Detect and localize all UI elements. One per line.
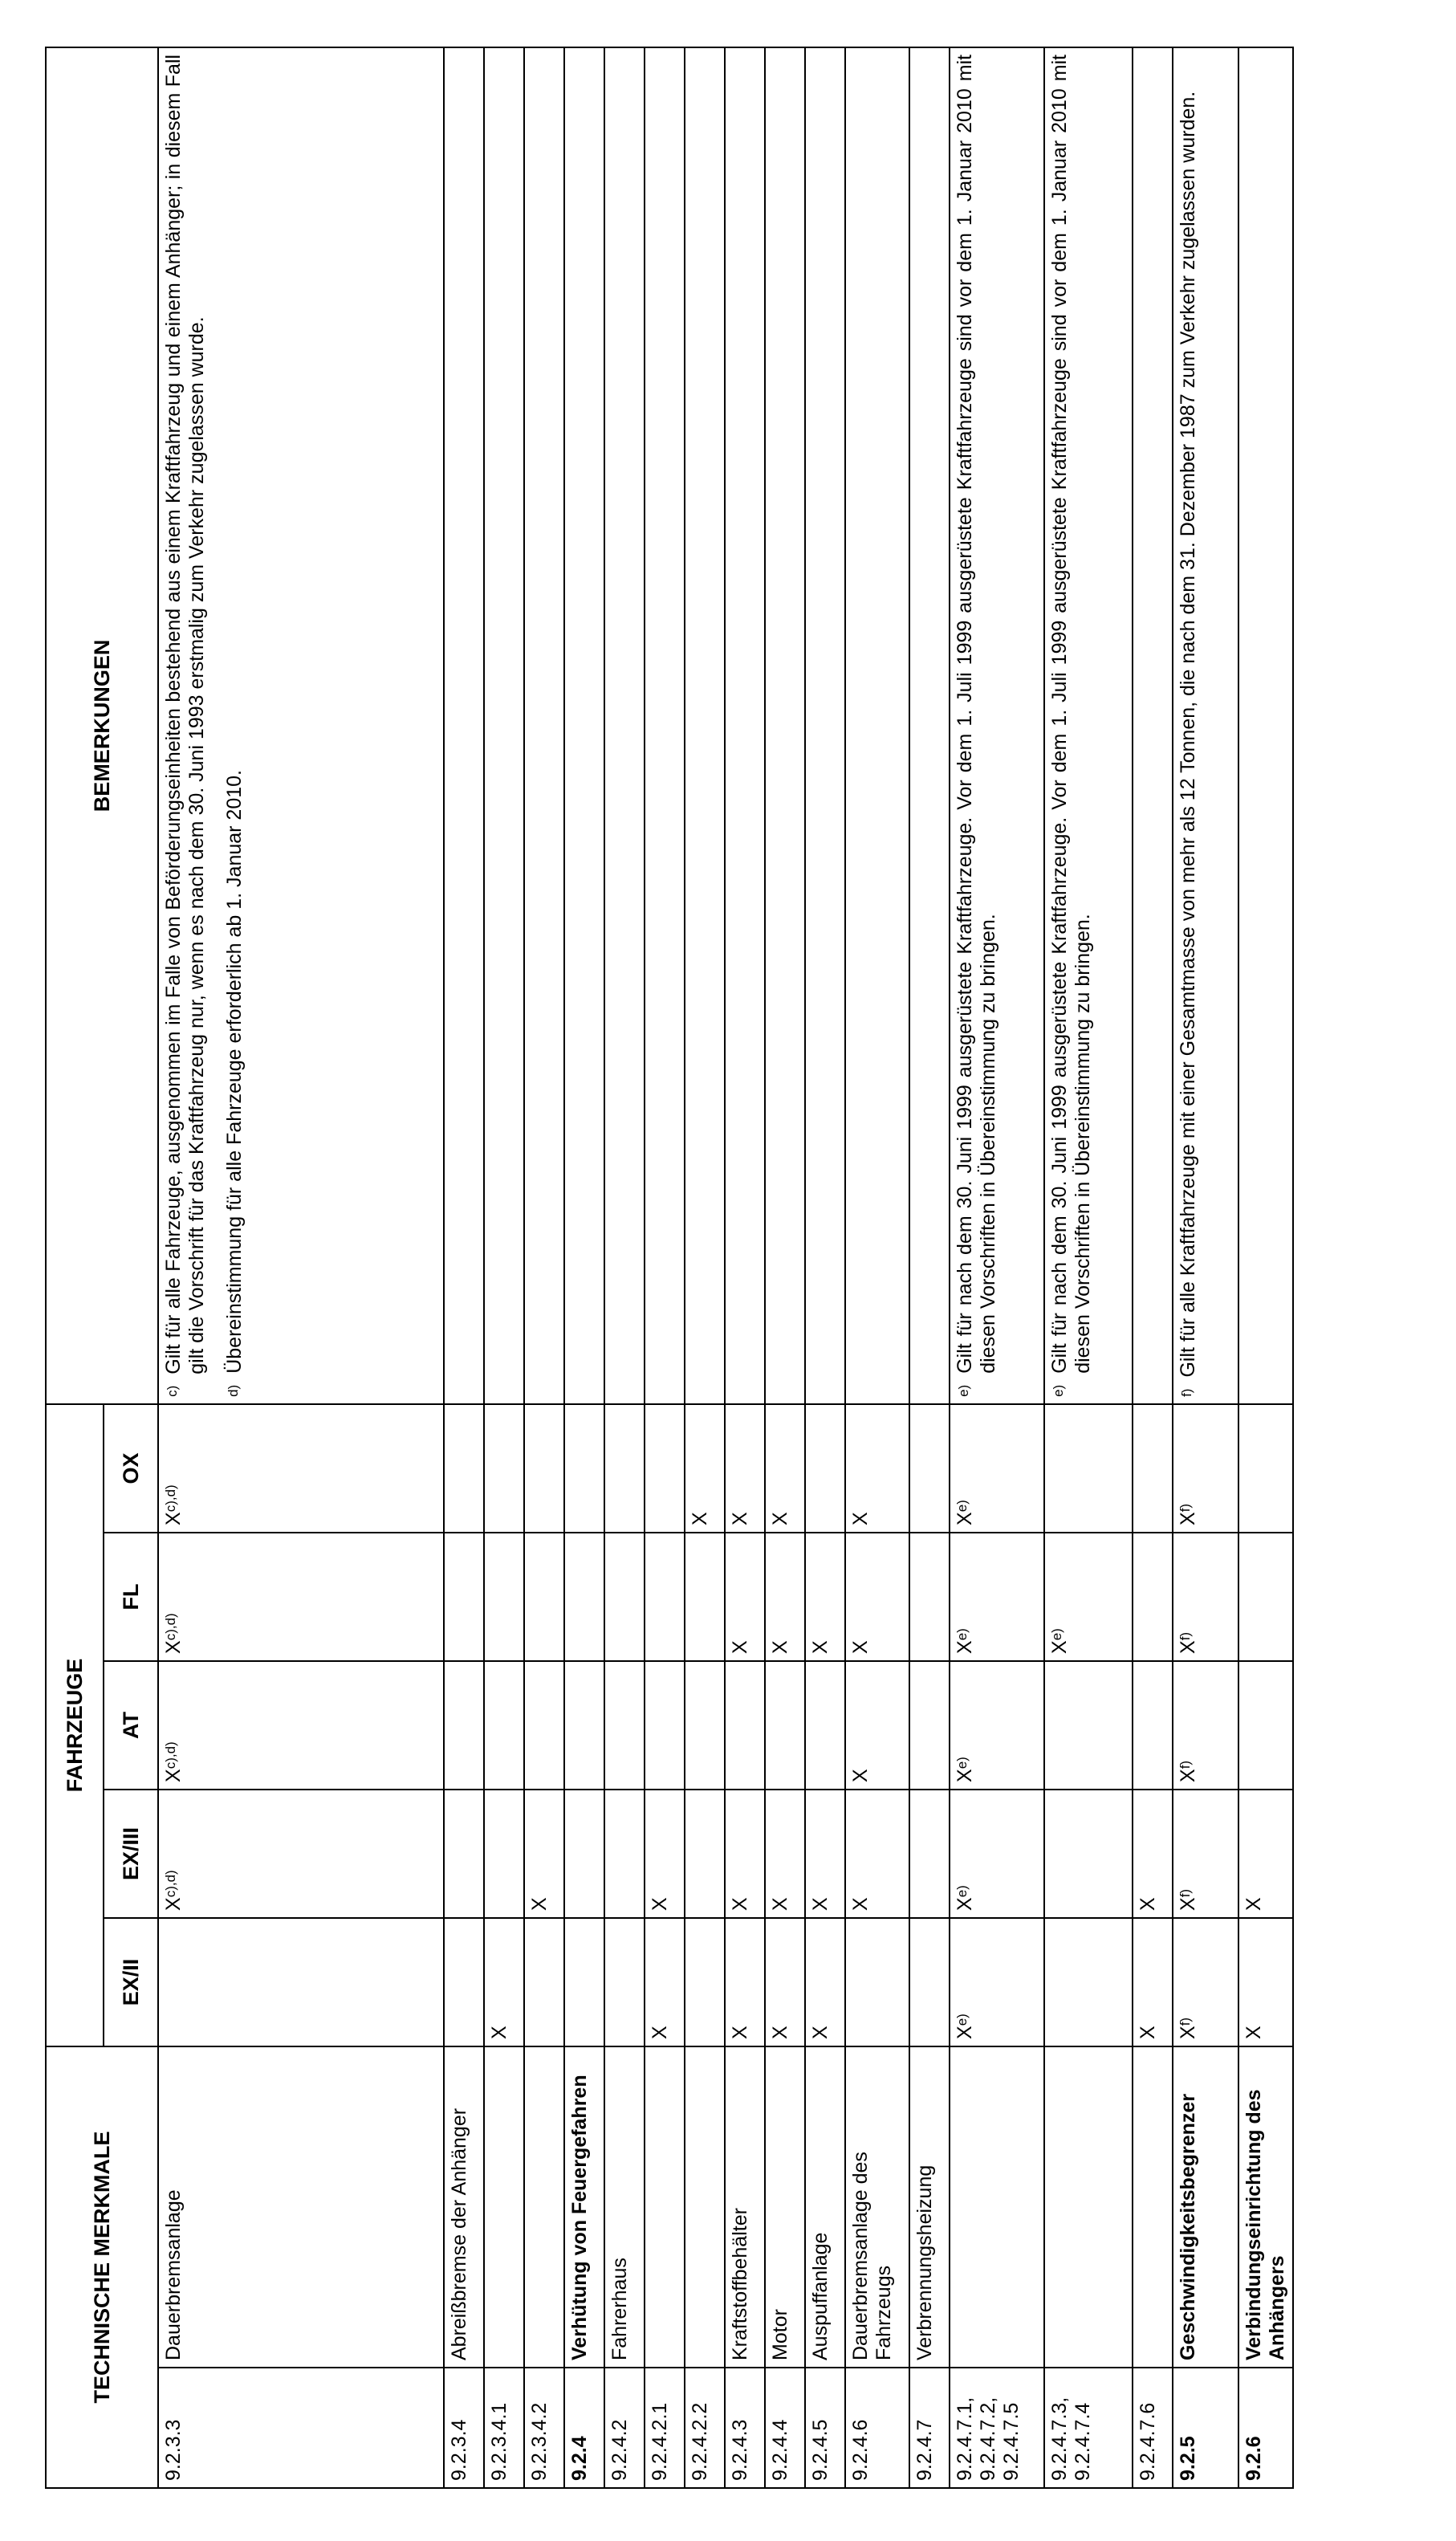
cell-ex2 xyxy=(1133,1918,1173,2046)
footnote-text: Gilt für alle Kraftfahrzeuge mit einer Gesamtmasse von mehr als 12 Tonnen, die nach dem 31. Dezember 1987 zum Verkehr zugelassen wurden. xyxy=(1177,91,1199,1378)
row-merkmal: Verhütung von Feuergefahren xyxy=(564,2046,604,2368)
cell-at xyxy=(444,1661,484,1790)
row-number: 9.2.4.4 xyxy=(765,2368,805,2488)
table-row xyxy=(765,47,805,2488)
table-row xyxy=(484,47,524,2488)
cell-at xyxy=(564,1661,604,1790)
footnote-ref: c),d) xyxy=(163,1484,178,1513)
mark-at: X xyxy=(162,1769,185,1782)
cell-bemerkungen xyxy=(909,47,950,1404)
row-number: 9.2.4.5 xyxy=(805,2368,845,2488)
mark-ex2: X xyxy=(1177,2026,1199,2039)
footnote-ref: e) xyxy=(954,1628,970,1641)
cell-at xyxy=(725,1661,765,1790)
footnote xyxy=(162,55,209,1397)
cell-ox xyxy=(909,1404,950,1533)
cell-ox xyxy=(765,1404,805,1533)
cell-fl xyxy=(950,1533,1044,1661)
cell-ox xyxy=(1044,1404,1133,1533)
cell-fl xyxy=(484,1533,524,1661)
row-number: 9.2.4.7.6 xyxy=(1133,2368,1173,2488)
cell-ox xyxy=(1173,1404,1238,1533)
footnote-ref: e) xyxy=(954,1885,970,1898)
row-number: 9.2.4.2.1 xyxy=(645,2368,685,2488)
cell-ox xyxy=(845,1404,909,1533)
mark-ox: X xyxy=(769,1512,791,1525)
cell-fl xyxy=(444,1533,484,1661)
header-at: AT xyxy=(104,1661,158,1790)
cell-bemerkungen xyxy=(444,47,484,1404)
cell-ex3 xyxy=(645,1790,685,1918)
cell-ox xyxy=(645,1404,685,1533)
row-merkmal xyxy=(1044,2046,1133,2368)
header-ox: OX xyxy=(104,1404,158,1533)
cell-ex3 xyxy=(524,1790,564,1918)
cell-fl xyxy=(1173,1533,1238,1661)
header-fahrzeuge: FAHRZEUGE xyxy=(46,1404,104,2046)
cell-ex2 xyxy=(725,1918,765,2046)
cell-ex3 xyxy=(604,1790,645,1918)
cell-at xyxy=(845,1661,909,1790)
mark-at: X xyxy=(1177,1769,1199,1782)
mark-ex2: X xyxy=(1242,2026,1265,2039)
cell-at xyxy=(685,1661,725,1790)
cell-ex2 xyxy=(444,1918,484,2046)
row-number: 9.2.4.7.1, 9.2.4.7.2, 9.2.4.7.5 xyxy=(950,2368,1044,2488)
row-merkmal: Auspuffanlage xyxy=(805,2046,845,2368)
cell-ox xyxy=(950,1404,1044,1533)
cell-ox xyxy=(685,1404,725,1533)
row-merkmal: Kraftstoffbehälter xyxy=(725,2046,765,2368)
footnote-key: e) xyxy=(1051,1384,1066,1397)
mark-fl: X xyxy=(849,1640,872,1654)
mark-fl: X xyxy=(954,1640,976,1654)
header-ex2: EX/II xyxy=(104,1918,158,2046)
row-merkmal: Verbindungseinrichtung des Anhängers xyxy=(1238,2046,1293,2368)
mark-ex2: X xyxy=(954,2026,976,2039)
footnote-text: Übereinstimmung für alle Fahrzeuge erforderlich ab 1. Januar 2010. xyxy=(223,770,246,1374)
cell-ex3 xyxy=(685,1790,725,1918)
cell-at xyxy=(1044,1661,1133,1790)
cell-fl xyxy=(1238,1533,1293,1661)
cell-bemerkungen xyxy=(645,47,685,1404)
footnote xyxy=(954,55,1000,1397)
cell-ox xyxy=(1133,1404,1173,1533)
cell-ex3 xyxy=(909,1790,950,1918)
cell-at xyxy=(1173,1661,1238,1790)
cell-ex2 xyxy=(1238,1918,1293,2046)
table-row xyxy=(1238,47,1293,2488)
footnote-ref: e) xyxy=(1049,1628,1064,1641)
footnote-ref: e) xyxy=(954,1757,970,1769)
table-row xyxy=(805,47,845,2488)
header-technische-merkmale: TECHNISCHE MERKMALE xyxy=(46,2046,158,2488)
footnote-text: Gilt für alle Fahrzeuge, ausgenommen im Falle von Beförderungseinheiten bestehend aus einem Kraftfahrzeug und einem Anhänger; in diesem Fall gilt die Vorschrift für das Kraftfahrzeug nur, wenn es nach dem 30. Juni 1993 erstmalig zum Verkehr zugelassen wurde. xyxy=(162,54,208,1374)
cell-ex2 xyxy=(564,1918,604,2046)
mark-ex3: X xyxy=(809,1897,832,1911)
row-number: 9.2.6 xyxy=(1238,2368,1293,2488)
table-row xyxy=(1133,47,1173,2488)
cell-fl xyxy=(765,1533,805,1661)
row-number: 9.2.4.2 xyxy=(604,2368,645,2488)
footnote-ref: e) xyxy=(954,1500,970,1513)
row-number: 9.2.3.4 xyxy=(444,2368,484,2488)
mark-fl: X xyxy=(729,1640,751,1654)
table-row xyxy=(524,47,564,2488)
cell-ex3 xyxy=(158,1790,444,1918)
footnote xyxy=(223,55,246,1397)
row-merkmal: Dauerbremsanlage des Fahrzeugs xyxy=(845,2046,909,2368)
cell-fl xyxy=(604,1533,645,1661)
cell-ex2 xyxy=(1044,1918,1133,2046)
cell-ex2 xyxy=(604,1918,645,2046)
row-number: 9.2.4.2.2 xyxy=(685,2368,725,2488)
cell-ex3 xyxy=(1044,1790,1133,1918)
footnote xyxy=(1048,55,1095,1397)
row-number: 9.2.4.7 xyxy=(909,2368,950,2488)
cell-ex2 xyxy=(950,1918,1044,2046)
mark-ex2: X xyxy=(769,2026,791,2039)
cell-ex3 xyxy=(484,1790,524,1918)
cell-ox xyxy=(564,1404,604,1533)
cell-fl xyxy=(524,1533,564,1661)
cell-ex2 xyxy=(158,1918,444,2046)
footnote xyxy=(1177,55,1200,1397)
row-merkmal xyxy=(950,2046,1044,2368)
adr-vehicle-requirements-table xyxy=(45,47,1294,2489)
cell-ex2 xyxy=(845,1918,909,2046)
mark-at: X xyxy=(954,1769,976,1782)
row-merkmal: Fahrerhaus xyxy=(604,2046,645,2368)
cell-at xyxy=(950,1661,1044,1790)
cell-fl xyxy=(645,1533,685,1661)
cell-ex3 xyxy=(564,1790,604,1918)
mark-at: X xyxy=(849,1769,872,1782)
mark-ex3: X xyxy=(649,1897,671,1911)
cell-at xyxy=(1238,1661,1293,1790)
cell-ox xyxy=(444,1404,484,1533)
cell-at xyxy=(484,1661,524,1790)
footnote-text: Gilt für nach dem 30. Juni 1999 ausgerüstete Kraftfahrzeuge. Vor dem 1. Juli 1999 ausgerüstete Kraftfahrzeuge sind vor dem 1. Januar 2010 mit diesen Vorschriften in Übereinstimmung zu bringen. xyxy=(954,54,999,1374)
mark-ex3: X xyxy=(729,1897,751,1911)
cell-bemerkungen xyxy=(604,47,645,1404)
mark-ex3: X xyxy=(162,1897,185,1911)
footnote-key: d) xyxy=(226,1384,241,1397)
table-row xyxy=(1173,47,1238,2488)
table-row xyxy=(444,47,484,2488)
cell-bemerkungen xyxy=(765,47,805,1404)
mark-ex2: X xyxy=(488,2026,510,2039)
cell-at xyxy=(805,1661,845,1790)
footnote-text: Gilt für nach dem 30. Juni 1999 ausgerüstete Kraftfahrzeuge. Vor dem 1. Juli 1999 ausgerüstete Kraftfahrzeuge sind vor dem 1. Januar 2010 mit diesen Vorschriften in Übereinstimmung zu bringen. xyxy=(1048,54,1094,1374)
row-merkmal xyxy=(645,2046,685,2368)
mark-ex2: X xyxy=(729,2026,751,2039)
cell-ox xyxy=(725,1404,765,1533)
row-number: 9.2.3.3 xyxy=(158,2368,444,2488)
cell-bemerkungen xyxy=(1044,47,1133,1404)
cell-ex3 xyxy=(1133,1790,1173,1918)
cell-ex2 xyxy=(645,1918,685,2046)
mark-ex3: X xyxy=(528,1897,551,1911)
mark-ex3: X xyxy=(849,1897,872,1911)
table-row xyxy=(604,47,645,2488)
cell-ex2 xyxy=(805,1918,845,2046)
footnote-ref: f) xyxy=(1177,1888,1193,1898)
row-number: 9.2.4.3 xyxy=(725,2368,765,2488)
row-merkmal: Motor xyxy=(765,2046,805,2368)
mark-ex3: X xyxy=(1242,1897,1265,1911)
cell-bemerkungen xyxy=(158,47,444,1404)
header-bemerkungen: BEMERKUNGEN xyxy=(46,47,158,1404)
row-merkmal: Geschwindigkeitsbegrenzer xyxy=(1173,2046,1238,2368)
cell-bemerkungen xyxy=(1133,47,1173,1404)
cell-fl xyxy=(909,1533,950,1661)
row-number: 9.2.4.7.3, 9.2.4.7.4 xyxy=(1044,2368,1133,2488)
mark-fl: X xyxy=(1048,1640,1071,1654)
cell-fl xyxy=(805,1533,845,1661)
table-row xyxy=(645,47,685,2488)
cell-ox xyxy=(1238,1404,1293,1533)
cell-ox xyxy=(604,1404,645,1533)
mark-ox: X xyxy=(849,1512,872,1525)
header-ex3: EX/III xyxy=(104,1790,158,1918)
cell-ox xyxy=(524,1404,564,1533)
cell-ex3 xyxy=(1238,1790,1293,1918)
mark-fl: X xyxy=(809,1640,832,1654)
table-row xyxy=(845,47,909,2488)
row-merkmal xyxy=(1133,2046,1173,2368)
row-number: 9.2.5 xyxy=(1173,2368,1238,2488)
cell-ox xyxy=(805,1404,845,1533)
row-merkmal xyxy=(524,2046,564,2368)
cell-bemerkungen xyxy=(805,47,845,1404)
table-row xyxy=(725,47,765,2488)
cell-at xyxy=(158,1661,444,1790)
row-number: 9.2.3.4.2 xyxy=(524,2368,564,2488)
cell-bemerkungen xyxy=(484,47,524,1404)
cell-ox xyxy=(484,1404,524,1533)
mark-ex3: X xyxy=(1177,1897,1199,1911)
cell-at xyxy=(524,1661,564,1790)
mark-ex2: X xyxy=(809,2026,832,2039)
footnote-ref: f) xyxy=(1177,2017,1193,2026)
cell-ex3 xyxy=(805,1790,845,1918)
footnote-ref: c),d) xyxy=(163,1613,178,1641)
cell-bemerkungen xyxy=(1173,47,1238,1404)
mark-ex2: X xyxy=(649,2026,671,2039)
mark-ox: X xyxy=(954,1512,976,1525)
cell-ex2 xyxy=(909,1918,950,2046)
row-merkmal: Abreißbremse der Anhänger xyxy=(444,2046,484,2368)
cell-ex2 xyxy=(765,1918,805,2046)
cell-ex3 xyxy=(1173,1790,1238,1918)
table-row xyxy=(950,47,1044,2488)
row-number: 9.2.4.6 xyxy=(845,2368,909,2488)
footnote-key: f) xyxy=(1179,1388,1194,1397)
row-merkmal xyxy=(685,2046,725,2368)
mark-fl: X xyxy=(1177,1640,1199,1654)
row-merkmal xyxy=(484,2046,524,2368)
cell-ex3 xyxy=(444,1790,484,1918)
header-fl: FL xyxy=(104,1533,158,1661)
cell-ox xyxy=(158,1404,444,1533)
footnote-key: c) xyxy=(165,1385,180,1397)
cell-fl xyxy=(158,1533,444,1661)
footnote-ref: f) xyxy=(1177,1631,1193,1641)
table-row xyxy=(909,47,950,2488)
mark-ox: X xyxy=(1177,1512,1199,1525)
footnote-ref: c),d) xyxy=(163,1870,178,1898)
cell-ex3 xyxy=(845,1790,909,1918)
mark-ex3: X xyxy=(954,1897,976,1911)
cell-fl xyxy=(564,1533,604,1661)
cell-ex3 xyxy=(950,1790,1044,1918)
cell-bemerkungen xyxy=(524,47,564,1404)
footnote-ref: f) xyxy=(1177,1760,1193,1769)
cell-ex3 xyxy=(725,1790,765,1918)
mark-fl: X xyxy=(162,1640,185,1654)
cell-at xyxy=(645,1661,685,1790)
mark-ox: X xyxy=(689,1512,711,1525)
cell-at xyxy=(765,1661,805,1790)
table-row xyxy=(564,47,604,2488)
table-row xyxy=(685,47,725,2488)
cell-fl xyxy=(1133,1533,1173,1661)
row-number: 9.2.3.4.1 xyxy=(484,2368,524,2488)
cell-fl xyxy=(685,1533,725,1661)
cell-fl xyxy=(725,1533,765,1661)
mark-ex2: X xyxy=(1137,2026,1159,2039)
cell-at xyxy=(604,1661,645,1790)
mark-ex3: X xyxy=(1137,1897,1159,1911)
cell-at xyxy=(909,1661,950,1790)
cell-ex2 xyxy=(524,1918,564,2046)
row-merkmal: Dauerbremsanlage xyxy=(158,2046,444,2368)
table-body xyxy=(158,47,1293,2488)
cell-ex2 xyxy=(1173,1918,1238,2046)
cell-at xyxy=(1133,1661,1173,1790)
row-merkmal: Verbrennungsheizung xyxy=(909,2046,950,2368)
cell-ex3 xyxy=(765,1790,805,1918)
cell-bemerkungen xyxy=(564,47,604,1404)
row-number: 9.2.4 xyxy=(564,2368,604,2488)
mark-ox: X xyxy=(729,1512,751,1525)
table-row xyxy=(158,47,444,2488)
cell-fl xyxy=(845,1533,909,1661)
cell-bemerkungen xyxy=(1238,47,1293,1404)
cell-ex2 xyxy=(484,1918,524,2046)
cell-bemerkungen xyxy=(950,47,1044,1404)
cell-ex2 xyxy=(685,1918,725,2046)
cell-bemerkungen xyxy=(725,47,765,1404)
cell-bemerkungen xyxy=(685,47,725,1404)
mark-ex3: X xyxy=(769,1897,791,1911)
mark-ox: X xyxy=(162,1512,185,1525)
table-row xyxy=(1044,47,1133,2488)
mark-fl: X xyxy=(769,1640,791,1654)
cell-fl xyxy=(1044,1533,1133,1661)
footnote-ref: e) xyxy=(954,2014,970,2026)
cell-bemerkungen xyxy=(845,47,909,1404)
footnote-key: e) xyxy=(956,1384,971,1397)
footnote-ref: f) xyxy=(1177,1503,1193,1513)
footnote-ref: c),d) xyxy=(163,1741,178,1769)
